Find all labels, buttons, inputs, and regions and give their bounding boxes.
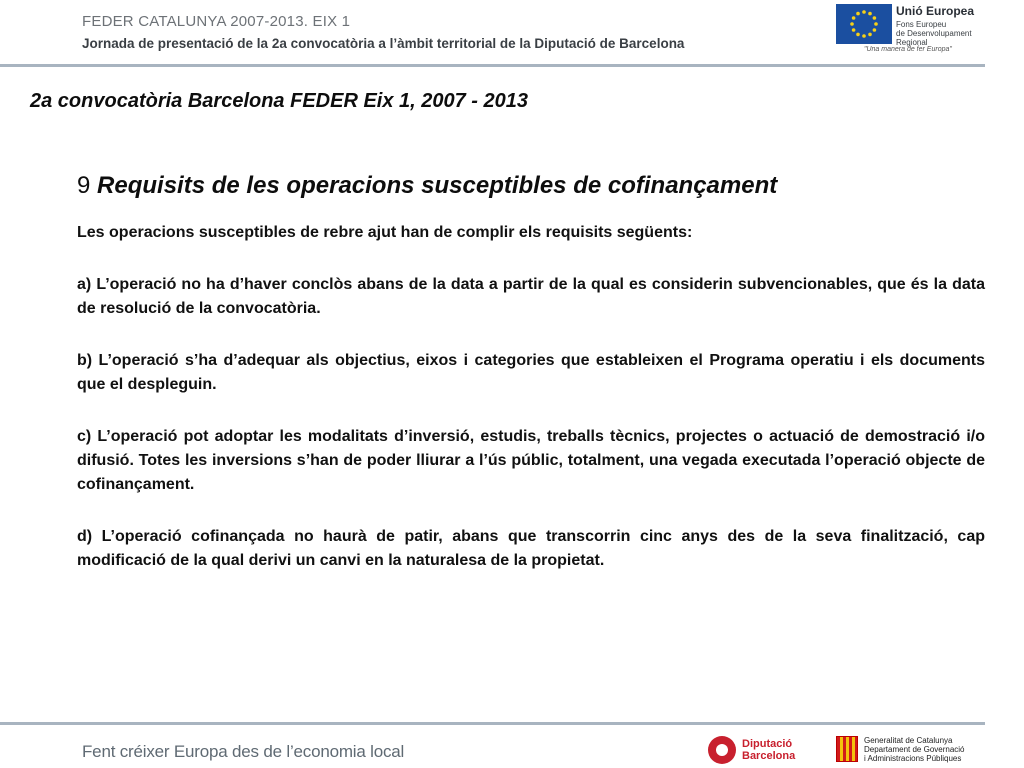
generalitat-logo (836, 736, 984, 766)
eu-logo-motto: "Una manera de fer Europa" (864, 46, 952, 53)
heading-number: 9 (77, 172, 91, 199)
eu-logo (836, 4, 984, 56)
requirement-c: c) L’operació pot adoptar les modalitats d’inversió, estudis, treballs tècnics, projectes o actuació de demostració i/o difusió. Totes les inversions s’han de poder lliurar a l’ús públic, totalment, una vegada executada l’operació objecte de cofinançament. (77, 428, 985, 493)
eu-logo-subtitle: Fons Europeu de Desenvolupament Regional (896, 20, 972, 47)
generalitat-emblem-icon (836, 736, 858, 762)
slide-content (77, 172, 985, 601)
diputacio-logo (708, 736, 804, 766)
generalitat-name: Generalitat de Catalunya Departament de Governació i Administracions Públiques (864, 736, 965, 763)
eu-logo-title: Unió Europea (896, 4, 975, 18)
requirement-b: b) L’operació s’ha d’adequar als objectius, eixos i categories que estableixen el Programa operatiu i els documents que el despleguin. (77, 352, 985, 393)
requirement-d: d) L’operació cofinançada no haurà de patir, abans que transcorrin cinc anys des de la seva finalització, cap modificació de la qual derivi un canvi en la naturalesa de la propietat. (77, 528, 985, 569)
header-divider (0, 64, 985, 67)
header-event-title: Jornada de presentació de la 2a convocatòria a l’àmbit territorial de la Diputació de Barcelona (82, 36, 685, 51)
slide-header (0, 0, 1024, 64)
footer-divider (0, 722, 985, 725)
heading-text: Requisits de les operacions susceptibles de cofinançament (97, 172, 778, 199)
intro-paragraph: Les operacions susceptibles de rebre ajut han de complir els requisits següents: (77, 224, 693, 241)
eu-flag-icon (836, 4, 892, 44)
section-title: 2a convocatòria Barcelona FEDER Eix 1, 2007 - 2013 (30, 90, 529, 112)
diputacio-emblem-icon (708, 736, 736, 764)
main-heading (77, 172, 985, 200)
diputacio-name: Diputació Barcelona (742, 738, 796, 762)
header-program-title: FEDER CATALUNYA 2007-2013. EIX 1 (82, 13, 351, 30)
footer-slogan: Fent créixer Europa des de l’economia local (82, 742, 405, 761)
requirement-a: a) L’operació no ha d’haver conclòs abans de la data a partir de la qual es considerin subvencionables, que és la data de resolució de la convocatòria. (77, 276, 985, 317)
